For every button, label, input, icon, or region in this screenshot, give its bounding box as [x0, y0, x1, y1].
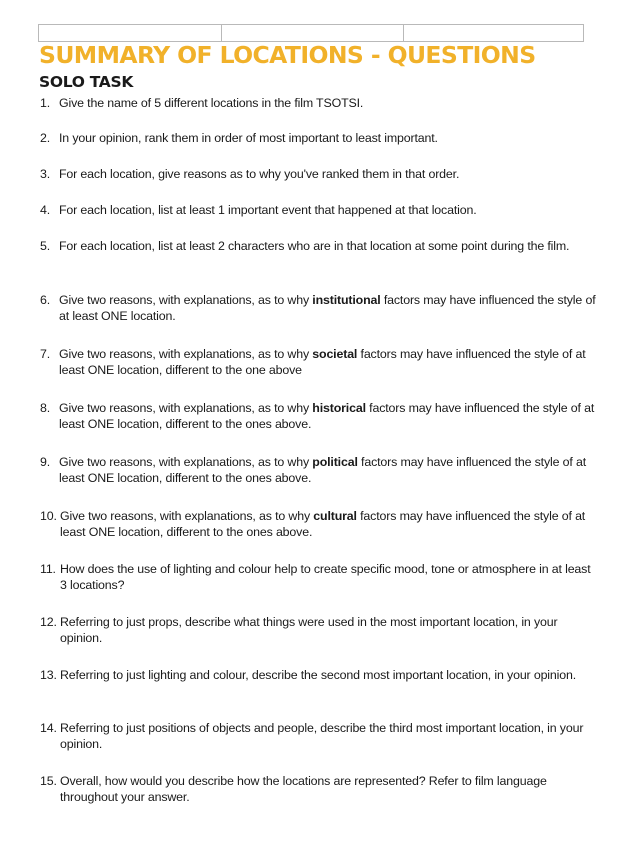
question-text: Give two reasons, with explanations, as to why societal factors may have influenced the style of at least ONE location, different to the one above	[59, 347, 586, 377]
question-item	[40, 667, 600, 683]
header-table-cell	[39, 25, 222, 41]
question-text: For each location, list at least 1 important event that happened at that location.	[59, 203, 477, 217]
question-number: 3.	[40, 167, 51, 181]
question-item	[40, 773, 600, 805]
question-text: Give two reasons, with explanations, as to why political factors may have influenced the style of at least ONE location, different to the ones above.	[59, 455, 587, 485]
header-table-cell	[404, 25, 583, 41]
question-item	[40, 95, 600, 111]
question-item	[40, 720, 600, 752]
page-title: SUMMARY OF LOCATIONS - QUESTIONS	[39, 41, 536, 69]
question-number: 11.	[40, 562, 56, 576]
question-text: In your opinion, rank them in order of most important to least important.	[59, 131, 438, 145]
question-number: 14.	[40, 721, 57, 735]
question-item	[40, 614, 600, 646]
question-item	[40, 292, 600, 324]
question-item	[40, 346, 600, 378]
question-number: 13.	[40, 668, 57, 682]
question-item	[40, 561, 600, 593]
question-text: For each location, list at least 2 characters who are in that location at some point during the film.	[59, 239, 570, 253]
header-table-cell	[222, 25, 404, 41]
question-text: Give two reasons, with explanations, as to why institutional factors may have influenced the style of at least ONE location.	[59, 293, 596, 323]
question-item	[40, 238, 600, 254]
question-number: 6.	[40, 293, 51, 307]
question-number: 15.	[40, 774, 57, 788]
question-number: 12.	[40, 615, 57, 629]
question-item	[40, 400, 600, 432]
question-text: Referring to just props, describe what things were used in the most important location, in your opinion.	[60, 615, 558, 645]
question-item	[40, 166, 600, 182]
question-text: Referring to just positions of objects and people, describe the third most important location, in your opinion.	[60, 721, 584, 751]
section-heading: SOLO TASK	[39, 73, 134, 91]
question-number: 9.	[40, 455, 51, 469]
question-text: Referring to just lighting and colour, describe the second most important location, in your opinion.	[60, 668, 577, 682]
question-number: 4.	[40, 203, 51, 217]
question-number: 5.	[40, 239, 51, 253]
question-text: For each location, give reasons as to why you've ranked them in that order.	[59, 167, 460, 181]
question-text: Give two reasons, with explanations, as to why historical factors may have influenced the style of at least ONE location, different to the ones above.	[59, 401, 595, 431]
question-number: 1.	[40, 96, 51, 110]
question-number: 10.	[40, 509, 57, 523]
question-text: Give two reasons, with explanations, as to why cultural factors may have influenced the style of at least ONE location, different to the ones above.	[60, 509, 586, 539]
question-number: 7.	[40, 347, 51, 361]
question-text: Overall, how would you describe how the locations are represented? Refer to film language throughout your answer.	[60, 774, 547, 804]
question-number: 8.	[40, 401, 51, 415]
question-text: How does the use of lighting and colour help to create specific mood, tone or atmosphere in at least 3 locations?	[60, 562, 591, 592]
question-text: Give the name of 5 different locations in the film TSOTSI.	[59, 96, 364, 110]
question-item	[40, 202, 600, 218]
header-table	[38, 24, 584, 42]
question-item	[40, 508, 600, 540]
question-number: 2.	[40, 131, 51, 145]
question-item	[40, 130, 600, 146]
question-item	[40, 454, 600, 486]
